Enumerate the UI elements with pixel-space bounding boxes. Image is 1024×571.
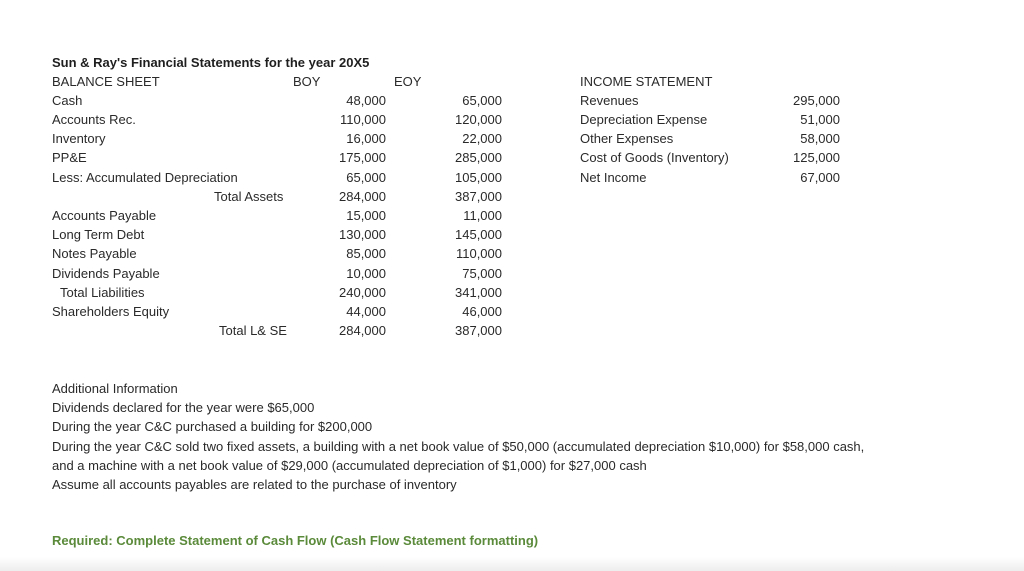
bs-row-boy: 10,000 [346, 266, 386, 281]
bs-row-eoy: 145,000 [455, 227, 502, 242]
total-lse-label: Total L& SE [219, 323, 287, 338]
bs-row-label: Dividends Payable [52, 266, 160, 281]
bs-row-eoy: 120,000 [455, 112, 502, 127]
additional-info-line: During the year C&C sold two fixed assets, a building with a net book value of $50,000 (accumulated depreciation $10,000) for $58,000 cash, [52, 439, 865, 454]
bs-row-label: Inventory [52, 131, 106, 146]
bs-row-label: Shareholders Equity [52, 304, 170, 319]
bs-row-boy: 175,000 [339, 150, 386, 165]
eoy-column-header: EOY [394, 74, 422, 89]
bs-row-label: Accounts Rec. [52, 112, 136, 127]
bs-row-label: Cash [52, 93, 83, 108]
bs-row-label: Long Term Debt [52, 227, 145, 242]
is-row-value: 51,000 [800, 112, 840, 127]
bs-row-boy: 110,000 [339, 112, 386, 127]
bs-row-boy: 44,000 [346, 304, 386, 319]
is-row-value: 67,000 [800, 170, 840, 185]
bs-row-eoy: 75,000 [462, 266, 502, 281]
bs-row-eoy: 285,000 [455, 150, 502, 165]
bs-row-eoy: 387,000 [455, 323, 502, 338]
boy-column-header: BOY [293, 74, 321, 89]
bs-row-eoy: 65,000 [462, 93, 502, 108]
additional-info-line: and a machine with a net book value of $29,000 (accumulated depreciation of $1,000) for $27,000 cash [52, 458, 647, 473]
bs-row-boy: 284,000 [339, 189, 386, 204]
is-row-label: Cost of Goods (Inventory) [580, 150, 729, 165]
bs-row-label: Accounts Payable [52, 208, 157, 223]
bs-row-eoy: 341,000 [455, 285, 502, 300]
bs-row-boy: 65,000 [346, 170, 386, 185]
bs-row-boy: 48,000 [346, 93, 386, 108]
balance-sheet-heading: BALANCE SHEET [52, 74, 160, 89]
is-row-value: 295,000 [793, 93, 840, 108]
bs-row-boy: 240,000 [339, 285, 386, 300]
bs-row-boy: 16,000 [346, 131, 386, 146]
bs-row-label: Notes Payable [52, 246, 137, 261]
is-row-value: 58,000 [800, 131, 840, 146]
bs-row-eoy: 11,000 [463, 208, 502, 223]
bs-row-eoy: 387,000 [455, 189, 502, 204]
page-title: Sun & Ray's Financial Statements for the year 20X5 [52, 55, 370, 70]
bs-row-label: Less: Accumulated Depreciation [52, 170, 238, 185]
bs-row-eoy: 46,000 [462, 304, 502, 319]
additional-info-line: Assume all accounts payables are related to the purchase of inventory [52, 477, 457, 492]
is-row-label: Depreciation Expense [580, 112, 708, 127]
bs-row-boy: 284,000 [339, 323, 386, 338]
additional-info-line: Dividends declared for the year were $65,000 [52, 400, 315, 415]
is-row-value: 125,000 [793, 150, 840, 165]
bs-row-boy: 85,000 [346, 246, 386, 261]
bottom-shadow [0, 557, 1024, 571]
bs-row-eoy: 110,000 [455, 246, 502, 261]
income-statement-heading: INCOME STATEMENT [580, 74, 713, 89]
additional-info-heading: Additional Information [52, 381, 178, 396]
bs-row-eoy: 22,000 [462, 131, 502, 146]
is-row-label: Revenues [580, 93, 639, 108]
bs-row-eoy: 105,000 [455, 170, 502, 185]
is-row-label: Other Expenses [580, 131, 674, 146]
total-liabilities-label: Total Liabilities [60, 285, 145, 300]
bs-row-label: PP&E [52, 150, 87, 165]
required-instruction: Required: Complete Statement of Cash Flow (Cash Flow Statement formatting) [52, 533, 539, 548]
total-assets-label: Total Assets [214, 189, 284, 204]
bs-row-boy: 15,000 [346, 208, 386, 223]
additional-info-line: During the year C&C purchased a building for $200,000 [52, 419, 373, 434]
is-row-label: Net Income [580, 170, 647, 185]
bs-row-boy: 130,000 [339, 227, 386, 242]
